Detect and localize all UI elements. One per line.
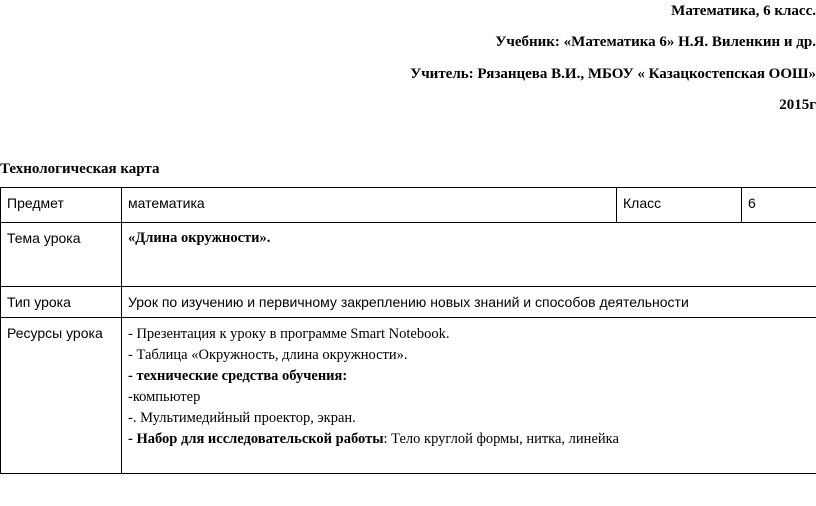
cell-type-value: Урок по изучению и первичному закреплению новых знаний и способов деятельности [122, 287, 816, 318]
section-title: Технологическая карта [0, 161, 160, 177]
resource-line-presentation: - Презентация к уроку в программе Smart Notebook. [128, 326, 450, 342]
cell-resources-value [122, 318, 816, 474]
table-row-topic [1, 223, 816, 287]
cell-type-label: Тип урока [1, 287, 122, 318]
cell-class-label: Класс [617, 188, 742, 223]
table-row-resources [1, 318, 816, 474]
resource-line-tech-heading: - технические средства обучения: [128, 368, 348, 384]
resource-kit-heading: - Набор для исследовательской работы [128, 431, 384, 447]
table-row-type [1, 287, 816, 318]
resource-line-kit [128, 429, 812, 450]
header-year: 2015г [779, 97, 816, 113]
cell-subject-value: математика [122, 188, 617, 223]
header-textbook-line: Учебник: «Математика 6» Н.Я. Виленкин и др. [495, 34, 816, 50]
resource-line-projector: -. Мультимедийный проектор, экран. [128, 410, 356, 426]
cell-class-value: 6 [742, 188, 816, 223]
lesson-map-table [0, 187, 816, 474]
cell-topic-label: Тема урока [1, 223, 122, 287]
header-teacher-line: Учитель: Рязанцева В.И., МБОУ « Казацкостепская ООШ» [410, 66, 816, 82]
header-subject-line: Математика, 6 класс. [671, 3, 816, 19]
cell-topic-value: «Длина окружности». [122, 223, 816, 287]
table-row-subject [1, 188, 816, 223]
resource-kit-items: : Тело круглой формы, нитка, линейка [383, 431, 619, 447]
resource-line-table: - Таблица «Окружность, длина окружности». [128, 347, 408, 363]
cell-resources-label: Ресурсы урока [1, 318, 122, 474]
resource-line-computer: -компьютер [128, 389, 201, 405]
cell-subject-label: Предмет [1, 188, 122, 223]
